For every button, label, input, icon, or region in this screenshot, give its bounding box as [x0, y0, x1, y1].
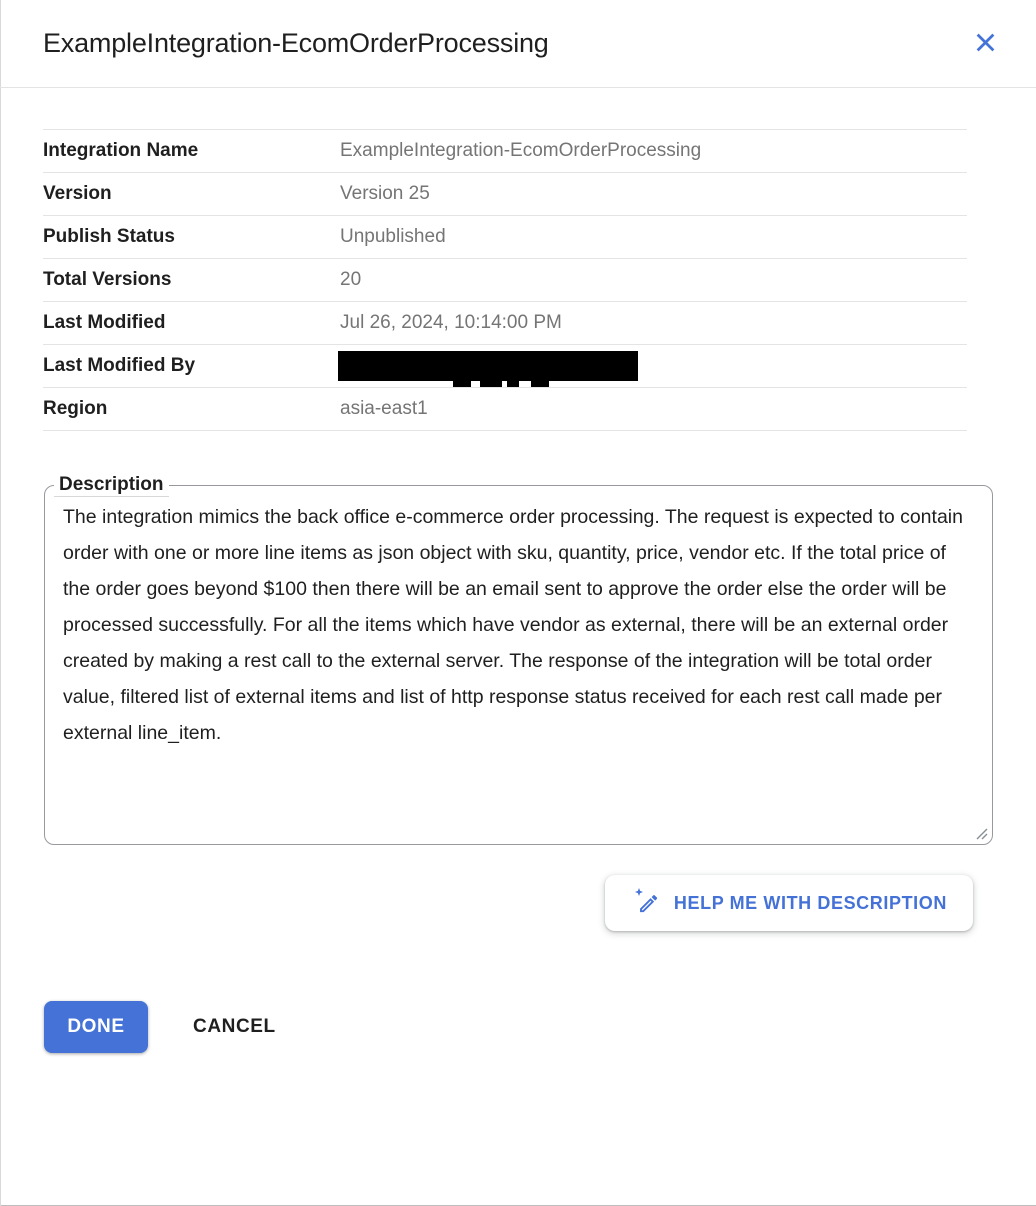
table-row	[43, 216, 967, 259]
help-me-with-description-button[interactable]	[605, 875, 973, 931]
table-row	[43, 302, 967, 345]
help-row	[0, 875, 973, 931]
done-button[interactable]: DONE	[44, 1001, 148, 1053]
dialog-header	[0, 0, 1036, 88]
close-icon	[972, 29, 999, 59]
row-value: Unpublished	[340, 226, 446, 247]
cancel-button[interactable]: CANCEL	[193, 1016, 276, 1037]
table-row	[43, 130, 967, 173]
page-title: ExampleIntegration-EcomOrderProcessing	[43, 28, 549, 58]
details-table	[43, 129, 967, 431]
description-label: Description	[54, 474, 169, 497]
row-label: Integration Name	[43, 140, 199, 161]
row-label: Last Modified By	[43, 355, 196, 376]
row-label: Region	[43, 398, 108, 419]
table-row	[43, 173, 967, 216]
row-value: Jul 26, 2024, 10:14:00 PM	[340, 312, 562, 333]
resize-handle-icon[interactable]	[974, 826, 988, 840]
row-value: ExampleIntegration-EcomOrderProcessing	[340, 140, 702, 161]
row-value: asia-east1	[340, 398, 428, 419]
row-label: Total Versions	[43, 269, 172, 290]
row-label: Last Modified	[43, 312, 166, 333]
action-row	[44, 1001, 1036, 1053]
description-textarea[interactable]	[45, 497, 992, 819]
row-label: Version	[43, 183, 112, 204]
table-row	[43, 345, 967, 388]
row-value: Version 25	[340, 183, 430, 204]
row-value: 20	[340, 269, 362, 290]
description-field	[44, 474, 993, 845]
pen-spark-icon	[631, 886, 661, 921]
table-row	[43, 259, 967, 302]
close-button[interactable]	[968, 27, 1002, 61]
table-row	[43, 388, 967, 431]
redacted-value	[338, 351, 638, 381]
help-button-label: HELP ME WITH DESCRIPTION	[673, 892, 947, 913]
row-label: Publish Status	[43, 226, 175, 247]
